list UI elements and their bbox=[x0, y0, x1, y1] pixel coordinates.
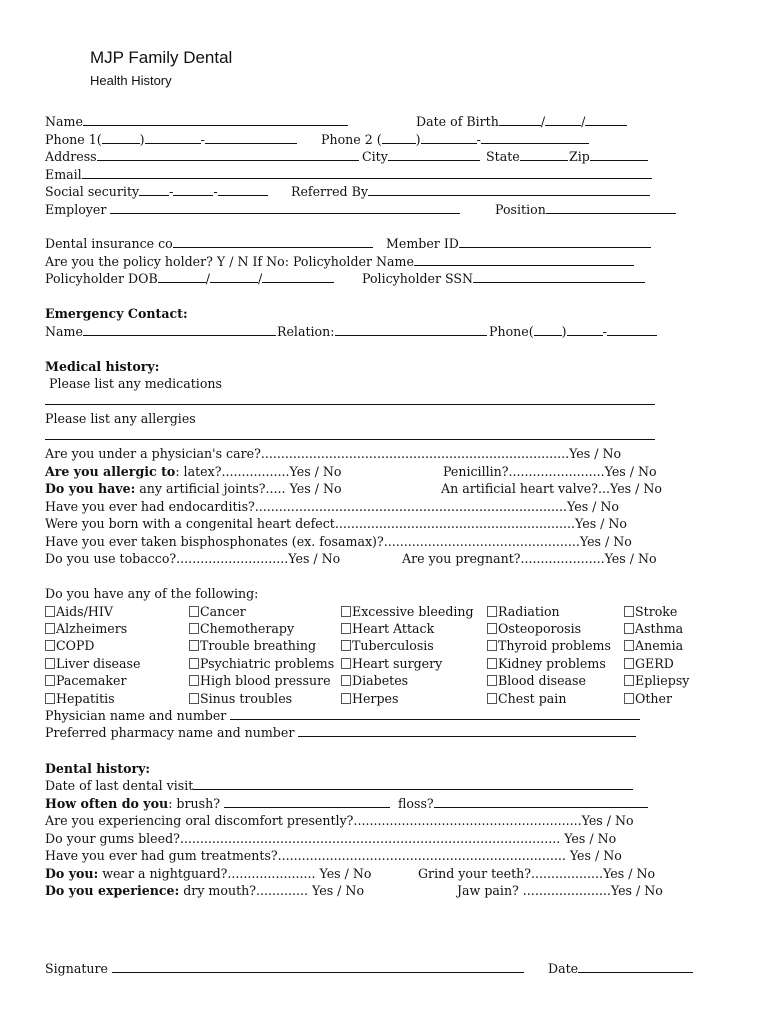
dental-heading: Dental history: bbox=[45, 760, 151, 776]
q-joints[interactable] bbox=[45, 480, 342, 497]
q-gum-treatment[interactable]: Have you ever had gum treatments?........................................................................ Yes / No bbox=[45, 848, 622, 863]
condition-option[interactable] bbox=[45, 690, 115, 707]
holder-dob-label: Policyholder DOB bbox=[45, 271, 158, 286]
checkbox[interactable] bbox=[624, 606, 634, 617]
row-holder-dob bbox=[45, 270, 695, 287]
checkbox[interactable] bbox=[487, 623, 497, 634]
zip-label: Zip bbox=[569, 149, 590, 164]
condition-label: GERD bbox=[635, 655, 674, 671]
conditions-row bbox=[45, 620, 695, 637]
ssn-label: Social security bbox=[45, 184, 140, 199]
joints-text: any artificial joints?..... Yes / No bbox=[135, 481, 342, 496]
condition-label: Heart Attack bbox=[352, 620, 435, 636]
phone2-label: Phone 2 ( bbox=[321, 131, 382, 147]
condition-option[interactable] bbox=[487, 620, 581, 637]
paren: ) bbox=[415, 131, 421, 147]
state-field[interactable] bbox=[486, 148, 568, 165]
name-label: Name bbox=[45, 114, 83, 129]
checkbox[interactable] bbox=[341, 623, 351, 634]
condition-label: Asthma bbox=[635, 620, 684, 636]
conditions-row bbox=[45, 672, 695, 689]
checkbox[interactable] bbox=[624, 623, 634, 634]
insurance-label: Dental insurance co bbox=[45, 236, 173, 251]
checkbox[interactable] bbox=[341, 606, 351, 617]
policyholder-field[interactable] bbox=[45, 253, 634, 270]
dash: - bbox=[476, 131, 481, 147]
condition-option[interactable] bbox=[341, 620, 434, 637]
condition-option[interactable] bbox=[341, 690, 398, 707]
condition-label: Thyroid problems bbox=[498, 638, 611, 654]
paren: ) bbox=[139, 131, 145, 147]
position-label: Position bbox=[495, 201, 546, 217]
condition-label: Chemotherapy bbox=[200, 620, 295, 636]
relation-field[interactable] bbox=[277, 323, 487, 340]
condition-label: Excessive bleeding bbox=[352, 603, 474, 619]
checkbox[interactable] bbox=[45, 606, 55, 617]
dob-label: Date of Birth bbox=[416, 114, 499, 129]
condition-label: Herpes bbox=[352, 690, 399, 706]
condition-option[interactable] bbox=[487, 690, 566, 707]
condition-label: Anemia bbox=[635, 638, 684, 654]
row-phones bbox=[45, 131, 695, 148]
member-id-label: Member ID bbox=[386, 236, 459, 251]
date-label: Date bbox=[548, 961, 579, 976]
condition-option[interactable] bbox=[45, 603, 113, 620]
row-address bbox=[45, 148, 695, 165]
q-discomfort[interactable]: Are you experiencing oral discomfort presently?.........................................................Yes / No bbox=[45, 813, 634, 828]
checkbox[interactable] bbox=[45, 693, 55, 704]
checkbox[interactable] bbox=[341, 640, 351, 651]
conditions-row bbox=[45, 655, 695, 672]
insurance-field[interactable] bbox=[45, 235, 373, 252]
condition-option[interactable] bbox=[624, 603, 677, 620]
conditions-heading: Do you have any of the following: bbox=[45, 586, 259, 601]
condition-label: COPD bbox=[56, 638, 95, 654]
condition-label: Aids/HIV bbox=[56, 603, 113, 619]
holder-ssn-label: Policyholder SSN bbox=[362, 271, 474, 286]
allergies-line[interactable] bbox=[45, 439, 655, 440]
state-label: State bbox=[486, 149, 520, 164]
page-title: MJP Family Dental bbox=[90, 48, 233, 67]
row-policyholder bbox=[45, 253, 695, 270]
q-tobacco[interactable]: Do you use tobacco?............................Yes / No bbox=[45, 551, 341, 566]
condition-option[interactable] bbox=[45, 637, 95, 654]
row-how-often bbox=[45, 795, 695, 812]
checkbox[interactable] bbox=[189, 675, 199, 686]
address-field[interactable] bbox=[45, 148, 359, 165]
condition-label: Other bbox=[635, 690, 672, 706]
condition-option[interactable] bbox=[624, 655, 674, 672]
q-dry-mouth[interactable] bbox=[45, 882, 364, 899]
phone2-field[interactable] bbox=[321, 131, 589, 148]
row-email bbox=[45, 166, 695, 183]
member-id-field[interactable] bbox=[386, 235, 651, 252]
row-signature bbox=[45, 960, 695, 977]
emergency-phone-field[interactable] bbox=[489, 323, 657, 340]
condition-option[interactable] bbox=[341, 603, 474, 620]
checkbox[interactable] bbox=[487, 640, 497, 651]
condition-option[interactable] bbox=[624, 637, 683, 654]
allergic-label: Are you allergic to bbox=[45, 463, 176, 479]
conditions-row bbox=[45, 690, 695, 707]
emergency-name-label: Name bbox=[45, 323, 83, 339]
medications-label: Please list any medications bbox=[49, 376, 222, 391]
have-label: Do you have: bbox=[45, 481, 136, 496]
condition-label: Kidney problems bbox=[498, 655, 606, 671]
employer-label: Employer bbox=[45, 201, 107, 217]
pharmacy-field[interactable] bbox=[45, 724, 695, 741]
q-valve[interactable]: An artificial heart valve?...Yes / No bbox=[441, 481, 662, 496]
condition-label: Hepatitis bbox=[56, 690, 115, 706]
email-field[interactable] bbox=[45, 166, 652, 183]
row-insurance bbox=[45, 235, 695, 252]
how-often-label: How often do you bbox=[45, 795, 169, 811]
row-allergic bbox=[45, 463, 695, 480]
condition-option[interactable] bbox=[189, 690, 292, 707]
checkbox[interactable] bbox=[624, 693, 634, 704]
q-physician-care[interactable]: Are you under a physician's care?.............................................................................Yes / No bbox=[45, 446, 622, 461]
row-experience bbox=[45, 882, 695, 899]
checkbox[interactable] bbox=[189, 606, 199, 617]
checkbox[interactable] bbox=[624, 658, 634, 669]
experience-label: Do you experience: bbox=[45, 883, 180, 898]
condition-option[interactable] bbox=[624, 672, 689, 689]
condition-label: Osteoporosis bbox=[498, 620, 582, 636]
q-grind[interactable]: Grind your teeth?..................Yes / No bbox=[418, 865, 656, 881]
condition-option[interactable] bbox=[45, 655, 140, 672]
date-field[interactable] bbox=[548, 960, 693, 977]
signature-label: Signature bbox=[45, 961, 108, 976]
checkbox[interactable] bbox=[45, 658, 55, 669]
row-have bbox=[45, 480, 695, 497]
q-latex[interactable] bbox=[45, 463, 342, 480]
q-pregnant[interactable]: Are you pregnant?.....................Yes / No bbox=[402, 551, 657, 566]
checkbox[interactable] bbox=[189, 623, 199, 634]
dash: - bbox=[169, 184, 174, 199]
dob-field[interactable] bbox=[416, 113, 627, 130]
condition-option[interactable] bbox=[189, 637, 316, 654]
conditions-row bbox=[45, 637, 695, 654]
condition-label: Alzheimers bbox=[56, 620, 128, 636]
city-label: City bbox=[362, 149, 388, 164]
floss-label: floss? bbox=[398, 795, 434, 811]
condition-label: Sinus troubles bbox=[200, 690, 293, 706]
employer-field[interactable] bbox=[45, 201, 460, 218]
last-visit-field[interactable] bbox=[45, 777, 695, 794]
slash: / bbox=[205, 271, 210, 286]
slash: / bbox=[540, 114, 546, 129]
checkbox[interactable] bbox=[624, 640, 634, 651]
checkbox[interactable] bbox=[45, 623, 55, 634]
row-nightguard bbox=[45, 865, 695, 882]
condition-label: Liver disease bbox=[56, 655, 141, 671]
referred-field[interactable] bbox=[291, 183, 650, 200]
condition-label: Diabetes bbox=[352, 673, 409, 689]
phone1-label: Phone 1( bbox=[45, 131, 102, 147]
checkbox[interactable] bbox=[487, 606, 497, 617]
latex-text: : latex?.................Yes / No bbox=[175, 463, 342, 479]
condition-option[interactable] bbox=[624, 690, 672, 707]
medical-heading: Medical history: bbox=[45, 358, 160, 374]
checkbox[interactable] bbox=[487, 675, 497, 686]
nightguard-text: wear a nightguard?...................... Yes / No bbox=[98, 865, 372, 881]
checkbox[interactable] bbox=[624, 675, 634, 686]
q-congenital[interactable]: Were you born with a congenital heart defect............................................................Yes / No bbox=[45, 516, 628, 531]
allergies-label: Please list any allergies bbox=[45, 411, 196, 426]
condition-option[interactable] bbox=[189, 655, 334, 672]
relation-label: Relation: bbox=[277, 323, 335, 339]
condition-option[interactable] bbox=[341, 637, 434, 654]
condition-label: Cancer bbox=[200, 603, 246, 619]
medications-line[interactable] bbox=[45, 404, 655, 405]
row-tobacco bbox=[45, 550, 695, 567]
row-employer bbox=[45, 201, 695, 218]
policyholder-label: Are you the policy holder? Y / N If No: Policyholder Name bbox=[45, 253, 414, 269]
row-ssn bbox=[45, 183, 695, 200]
checkbox[interactable] bbox=[45, 675, 55, 686]
checkbox[interactable] bbox=[45, 640, 55, 651]
condition-label: Trouble breathing bbox=[200, 638, 317, 654]
emergency-heading: Emergency Contact: bbox=[45, 306, 188, 321]
phone1-field[interactable] bbox=[45, 131, 297, 148]
q-penicillin[interactable]: Penicillin?........................Yes / No bbox=[443, 463, 657, 479]
condition-label: Radiation bbox=[498, 603, 560, 619]
condition-option[interactable] bbox=[45, 620, 127, 637]
dash: - bbox=[200, 131, 205, 147]
dry-mouth-text: dry mouth?............. Yes / No bbox=[179, 883, 365, 898]
dash: - bbox=[602, 323, 607, 339]
brush-label: : brush? bbox=[168, 795, 220, 811]
checkbox[interactable] bbox=[341, 675, 351, 686]
holder-ssn-field[interactable] bbox=[362, 270, 645, 287]
q-bisphosphonates[interactable]: Have you ever taken bisphosphonates (ex. fosamax)?.................................................Yes / No bbox=[45, 533, 632, 549]
condition-option[interactable] bbox=[189, 603, 246, 620]
address-label: Address bbox=[45, 149, 97, 164]
checkbox[interactable] bbox=[189, 640, 199, 651]
conditions-row bbox=[45, 603, 695, 620]
checkbox[interactable] bbox=[341, 658, 351, 669]
email-label: Email bbox=[45, 166, 82, 182]
zip-field[interactable] bbox=[569, 148, 648, 165]
condition-option[interactable] bbox=[487, 603, 560, 620]
row-emergency bbox=[45, 323, 695, 340]
condition-label: Blood disease bbox=[498, 673, 586, 689]
brush-field[interactable] bbox=[45, 795, 390, 812]
condition-label: Heart surgery bbox=[352, 655, 443, 671]
pharmacy-label: Preferred pharmacy name and number bbox=[45, 725, 295, 740]
ssn-field[interactable] bbox=[45, 183, 268, 200]
q-endocarditis[interactable]: Have you ever had endocarditis?..............................................................................Yes / No bbox=[45, 498, 620, 514]
checkbox[interactable] bbox=[189, 658, 199, 669]
slash: / bbox=[257, 271, 263, 286]
condition-option[interactable] bbox=[487, 637, 611, 654]
page-subtitle: Health History bbox=[90, 73, 172, 88]
physician-field[interactable] bbox=[45, 707, 695, 724]
holder-dob-field[interactable] bbox=[45, 270, 334, 287]
paren: ) bbox=[561, 323, 567, 339]
signature-field[interactable] bbox=[45, 960, 524, 977]
do-you-label: Do you: bbox=[45, 865, 99, 881]
emergency-phone-label: Phone( bbox=[489, 323, 534, 339]
condition-option[interactable] bbox=[189, 672, 331, 689]
q-jaw-pain[interactable]: Jaw pain? ......................Yes / No bbox=[457, 883, 663, 898]
condition-label: Psychiatric problems bbox=[200, 655, 335, 671]
checkbox[interactable] bbox=[487, 658, 497, 669]
condition-option[interactable] bbox=[487, 655, 606, 672]
condition-label: Stroke bbox=[635, 603, 678, 619]
slash: / bbox=[581, 114, 586, 129]
name-field[interactable] bbox=[45, 113, 348, 130]
checkbox[interactable] bbox=[189, 693, 199, 704]
checkbox[interactable] bbox=[487, 693, 497, 704]
city-field[interactable] bbox=[362, 148, 480, 165]
q-gums-bleed[interactable]: Do your gums bleed?............................................................................................... Yes / No bbox=[45, 830, 617, 846]
condition-option[interactable] bbox=[487, 672, 586, 689]
condition-option[interactable] bbox=[624, 620, 683, 637]
condition-label: Epliepsy bbox=[635, 673, 690, 689]
row-name-dob bbox=[45, 113, 695, 130]
condition-option[interactable] bbox=[341, 655, 442, 672]
condition-option[interactable] bbox=[341, 672, 408, 689]
position-field[interactable] bbox=[495, 201, 676, 218]
condition-label: Chest pain bbox=[498, 690, 567, 706]
condition-label: Pacemaker bbox=[56, 673, 127, 689]
referred-label: Referred By bbox=[291, 184, 368, 199]
q-nightguard[interactable] bbox=[45, 865, 371, 882]
emergency-name-field[interactable] bbox=[45, 323, 276, 340]
condition-label: High blood pressure bbox=[200, 673, 331, 689]
dash: - bbox=[213, 184, 218, 199]
floss-field[interactable] bbox=[398, 795, 648, 812]
condition-label: Tuberculosis bbox=[352, 638, 434, 654]
checkbox[interactable] bbox=[341, 693, 351, 704]
physician-label: Physician name and number bbox=[45, 707, 227, 723]
condition-option[interactable] bbox=[45, 672, 126, 689]
condition-option[interactable] bbox=[189, 620, 294, 637]
last-visit-label: Date of last dental visit bbox=[45, 778, 194, 793]
